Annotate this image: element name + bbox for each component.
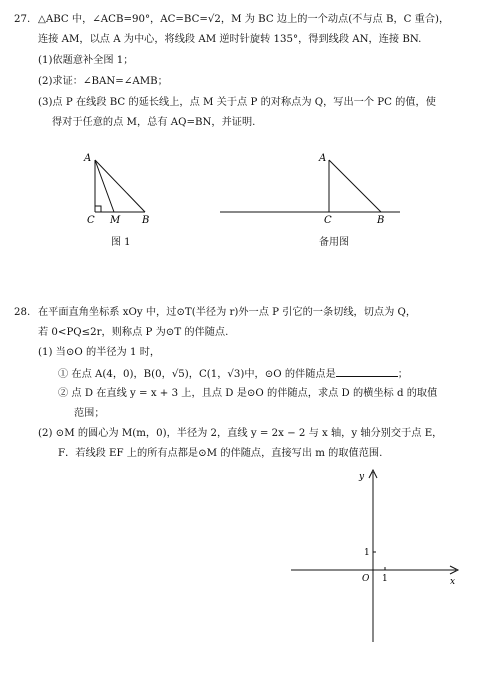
fig1-label-m: M: [110, 215, 121, 225]
fig2-label-b: B: [377, 215, 385, 225]
q27-line-1: △ABC 中，∠ACB=90°，AC=BC=√2，M 为 BC 边上的一个动点(不与点 B，C 重合)，: [38, 14, 450, 25]
q27-part-3b: 得对于任意的点 M，总有 AQ=BN，并证明.: [52, 117, 256, 128]
fig2-label-a: A: [319, 153, 327, 164]
q28-sub-1a-end: ；: [397, 369, 408, 380]
fig1-right-angle-mark: [95, 206, 101, 212]
fig2-label-c: C: [324, 215, 332, 225]
figure-1: [75, 150, 165, 225]
fig1-side-ab: [95, 160, 145, 212]
q27-part-1: (1)依题意补全图 1；: [38, 55, 134, 66]
y-tick-label: 1: [364, 548, 370, 558]
fig1-label-a: A: [84, 153, 92, 164]
fig1-label-b: B: [142, 215, 150, 225]
x-axis-label: x: [450, 577, 456, 587]
fig1-label-c: C: [87, 215, 95, 225]
fig1-segment-am: [95, 160, 114, 212]
q27-part-3a: (3)点 P 在线段 BC 的延长线上，点 M 关于点 P 的对称点为 Q，写出一个 PC 的值，使: [38, 97, 436, 108]
q28-sub-2b: F．若线段 EF 上的所有点都是⊙M 的伴随点，直接写出 m 的取值范围.: [58, 448, 383, 459]
origin-label: O: [362, 574, 370, 584]
coordinate-axes: [286, 466, 466, 646]
fig1-caption: 图 1: [111, 237, 131, 248]
q27-part-2: (2)求证：∠BAN=∠AMB；: [38, 76, 168, 87]
figure-backup: [215, 150, 405, 225]
q28-sub-2a: (2) ⊙M 的圆心为 M(m，0)，半径为 2，直线 y = 2x − 2 与 x 轴，y 轴分别交于点 E，: [38, 428, 443, 439]
q28-line-2: 若 0<PQ≤2r，则称点 P 为⊙T 的伴随点.: [38, 327, 229, 338]
q28-number: 28.: [14, 307, 31, 318]
q28-sub-1b-cont: 范围；: [74, 408, 105, 419]
q28-sub-1: (1) 当⊙O 的半径为 1 时，: [38, 347, 161, 358]
q28-sub-1b: ② 点 D 在直线 y = x + 3 上，且点 D 是⊙O 的伴随点，求点 D 的横坐标 d 的取值: [58, 388, 438, 399]
q28-sub-1a: [58, 367, 408, 381]
fig2-caption: 备用图: [319, 237, 349, 248]
q27-line-2: 连接 AM，以点 A 为中心，将线段 AM 逆时针旋转 135°，得到线段 AN，连接 BN.: [38, 34, 422, 45]
x-tick-label: 1: [382, 574, 388, 584]
q27-number: 27.: [14, 14, 31, 25]
answer-blank[interactable]: [336, 367, 398, 377]
q28-sub-1a-text: ① 在点 A(4，0)，B(0，√5)，C(1，√3)中，⊙O 的伴随点是: [58, 369, 336, 380]
q28-line-1: 在平面直角坐标系 xOy 中，过⊙T(半径为 r)外一点 P 引它的一条切线，切点为 Q，: [38, 307, 417, 318]
y-axis-label: y: [359, 472, 365, 482]
fig2-side-ab: [329, 160, 381, 212]
